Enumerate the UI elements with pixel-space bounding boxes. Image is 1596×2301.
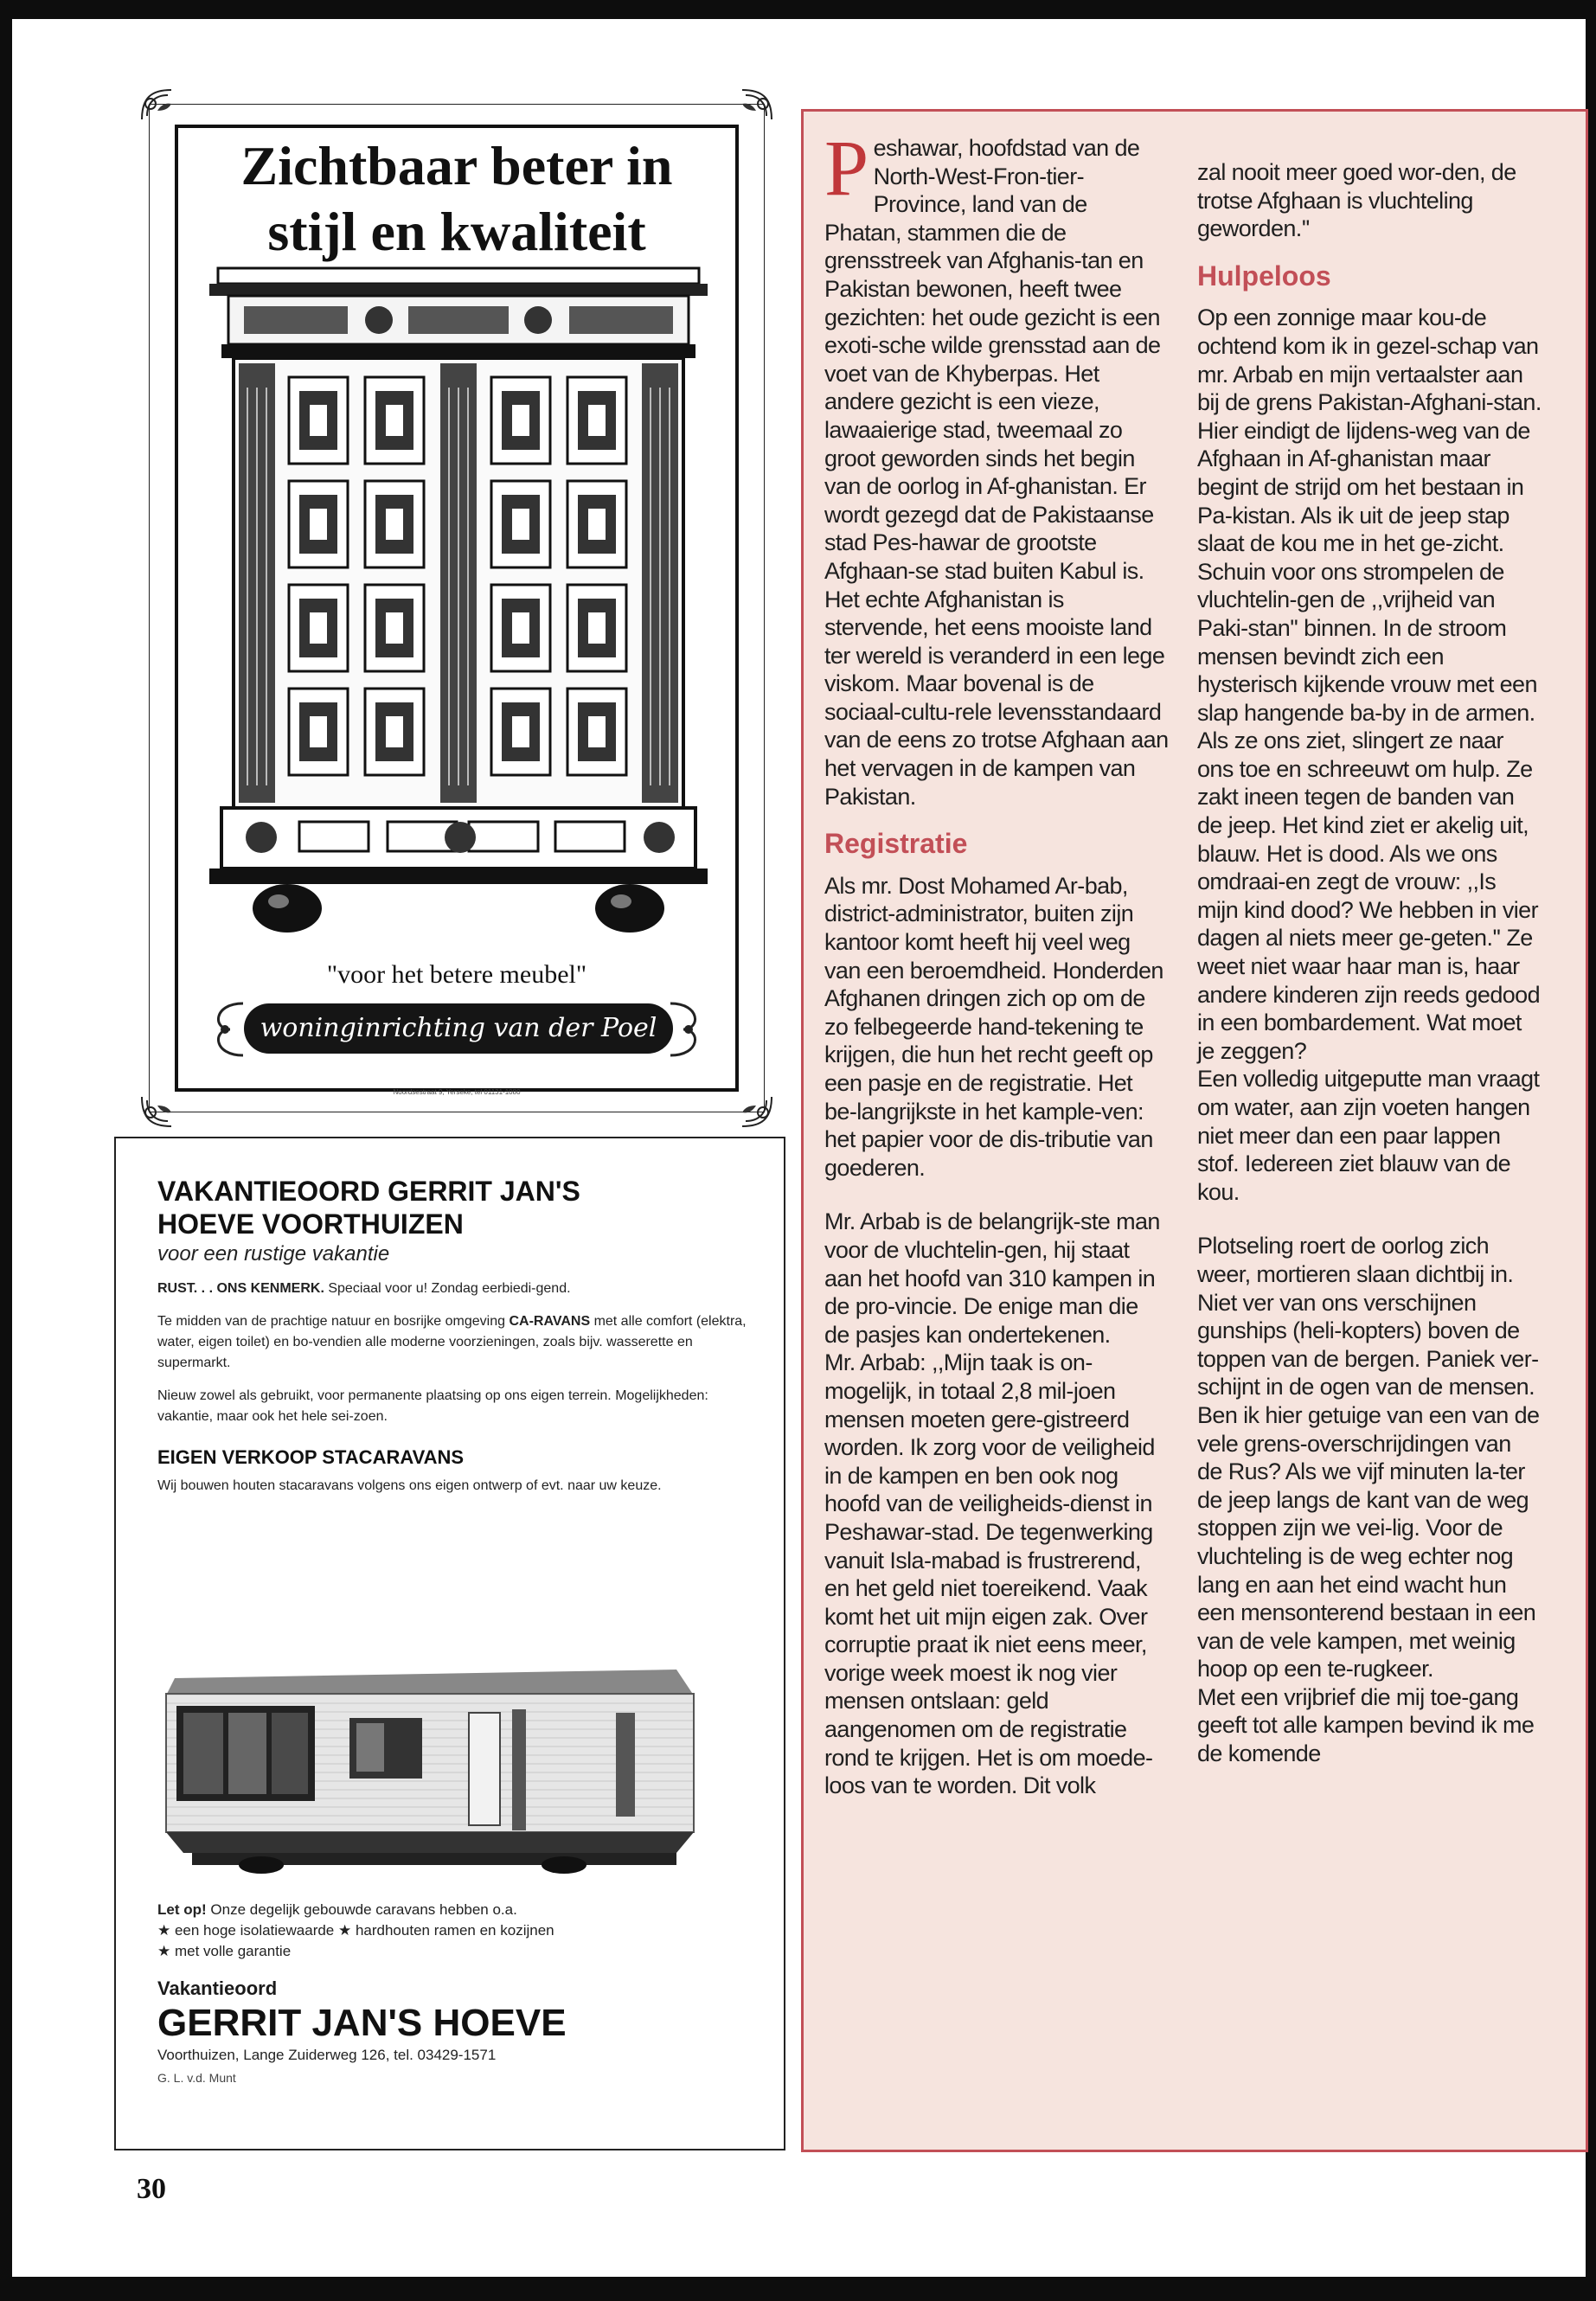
article-paragraph: Met een vrijbrief die mij toe-gang geeft tot alle kampen bevind ik me de komende xyxy=(1197,1683,1535,1767)
headline-line: stijl en kwaliteit xyxy=(267,201,646,262)
business-address: Voorthuizen, Lange Zuiderweg 126, tel. 03429-1571 xyxy=(157,2047,497,2063)
headline-line: Zichtbaar beter in xyxy=(240,135,673,196)
article-paragraph: Het echte Afghanistan is stervende, het eens mooiste land ter wereld is veranderd in een lege viskom. Maar bovenal is de sociaal-cultu-rele levensstandaard van de eens zo trotse Afghaan aan het vervagen in de kampen van Pakistan. xyxy=(824,586,1169,810)
caravan-advertisement xyxy=(114,1137,785,2150)
article-column-2 xyxy=(1197,158,1542,1768)
ad-headline xyxy=(178,133,735,265)
article-paragraph: Mr. Arbab: ,,Mijn taak is on-mogelijk, in totaal 2,8 mil-joen mensen moeten gere-gistreerd worden. Ik zorg voor de veiligheid in de kampen en ben ook nog hoofd van de veiligheids-dienst in Peshawar-stad. De tegenwerking vanuit Isla-mabad is frustrerend, en het geld niet toereikend. Vaak komt het uit mijn eigen zak. Over corruptie praat ik niet eens meer, vorige week moest ik nog vier mensen ontslaan: geld aangenomen om de registratie rond te krijgen. Het is om moede-loos van te worden. Dit volk xyxy=(824,1349,1155,1799)
cabinet-illustration xyxy=(209,266,708,941)
title-line: HOEVE VOORTHUIZEN xyxy=(157,1208,464,1240)
ad-paragraph xyxy=(157,1279,754,1299)
feature-line: ★ met volle garantie xyxy=(157,1943,292,1959)
bold-lead: RUST. . . ONS KENMERK. xyxy=(157,1281,324,1296)
bold-inline: CA-RAVANS xyxy=(509,1314,591,1329)
ad-title xyxy=(157,1175,754,1240)
ad-subtitle: voor een rustige vakantie xyxy=(157,1242,390,1266)
caravan-photo xyxy=(157,1661,711,1886)
furniture-advertisement xyxy=(137,85,777,1131)
paragraph-text: Onze degelijk gebouwde caravans hebben o.a. xyxy=(210,1901,517,1918)
paragraph-text: met alle comfort (elektra, water, eigen toilet) en bo-vendien alle moderne voorzieningen, zoals bijv. wasserette en supermarkt. xyxy=(157,1314,747,1370)
paragraph-text: Speciaal voor u! Zondag eerbiedi-gend. xyxy=(328,1281,571,1296)
paragraph-text: Te midden van de prachtige natuur en bosrijke omgeving xyxy=(157,1314,506,1329)
article-paragraph: zal nooit meer goed wor-den, de trotse Afghaan is vluchteling geworden.'' xyxy=(1197,159,1516,242)
ad-inner-frame xyxy=(175,125,739,1096)
article-paragraph: Als mr. Dost Mohamed Ar-bab, district-administrator, buiten zijn kantoor komt heeft hij veel weg van een beroemdheid. Honderden Afghanen dringen zich op om de zo felbegeerde hand-tekening te krijgen, die hun het recht geeft op een pasje en de registratie. Het be-langrijkste in het kample-ven: het papier voor de dis-tributie van goederen. xyxy=(824,872,1163,1181)
ad-paragraph: Nieuw zowel als gebruikt, voor permanente plaatsing op ons eigen terrein. Mogelijkheden: vakantie, maar ook het hele sei-zoen. xyxy=(157,1388,708,1424)
shop-name-plate: woninginrichting van der Poel xyxy=(244,1003,673,1054)
article-paragraph: Plotseling roert de oorlog zich weer, mortieren slaan dichtbij in. Niet ver van ons verschijnen gunships (heli-kopters) boven de toppen van de bergen. Paniek ver-schijnt in de ogen van de mensen. Ben ik hier getuige van een van de vele grens-overschrijdingen van de Rus? Als we vijf minuten la-ter de jeep langs de kant van de weg stoppen zijn we vei-lig. Voor de vluchteling is de weg echter nog lang en aan het eind wacht hun een mensonterend bestaan in een van de vele kampen, met weinig hoop op een te-rugkeer. xyxy=(1197,1233,1540,1682)
ad-paragraph: Wij bouwen houten stacaravans volgens ons eigen ontwerp of evt. naar uw keuze. xyxy=(157,1478,662,1493)
article-box xyxy=(801,109,1588,2152)
subheading-registratie: Registratie xyxy=(824,828,968,860)
article-paragraph: Een volledig uitgeputte man vraagt om water, aan zijn voeten hangen niet meer dan een paar lappen stof. Iedereen ziet blauw van de kou. xyxy=(1197,1066,1540,1205)
title-line: VAKANTIEOORD GERRIT JAN'S xyxy=(157,1176,580,1207)
article-paragraph xyxy=(824,124,1169,586)
shop-address: Noordsestraat 9, Yerseke, tel 01131-1080 xyxy=(393,1088,521,1096)
business-name: GERRIT JAN'S HOEVE xyxy=(157,2002,567,2044)
article-paragraph: Op een zonnige maar kou-de ochtend kom ik in gezel-schap van mr. Arbab en mijn vertaalster aan bij de grens Pakistan-Afghani-stan. Hier eindigt de lijdens-weg van de Afghaan in Af-ghanistan maar begint de strijd om het bestaan in Pa-kistan. Als ik uit de jeep stap slaat de kou me in het ge-zicht. Schuin voor ons strompelen de vluchtelin-gen de ,,vrijheid van Paki-stan'' binnen. In de stroom mensen bevindt zich een hysterisch kijkende vrouw met een slap hangende ba-by in de armen. Als ze ons ziet, slingert ze naar ons toe en schreeuwt om hulp. Ze zakt ineen tegen de banden van de jeep. Het kind ziet er akelig uit, blauw. Het is dood. Als we ons omdraai-en zegt de vrouw: ,,Is mijn kind dood? We hebben in vier dagen al niets meer ge-geten.'' Ze weet niet waar haar man is, haar andere kinderen zijn reeds gedood in een bombardement. Wat moet je zeggen? xyxy=(1197,304,1542,1064)
ad-footer xyxy=(157,1900,754,2085)
sale-heading: EIGEN VERKOOP STACARAVANS xyxy=(157,1446,465,1468)
subheading-hulpeloos: Hulpeloos xyxy=(1197,260,1331,292)
feature-line: ★ een hoge isolatiewaarde ★ hardhouten ramen en kozijnen xyxy=(157,1922,554,1939)
page-number: 30 xyxy=(137,2173,166,2205)
let-op-line xyxy=(157,1900,754,1920)
ad-paragraph xyxy=(157,1311,754,1374)
article-paragraph: Mr. Arbab is de belangrijk-ste man voor de vluchtelin-gen, hij staat aan het hoofd van 310 kampen in de pro-vincie. De enige man die de pasjes kan ondertekenen. xyxy=(824,1208,1160,1348)
drop-cap: P xyxy=(824,124,869,212)
scroll-ornament-icon xyxy=(204,995,247,1064)
designer-credit: G. L. v.d. Munt xyxy=(157,2071,236,2085)
paragraph-text: eshawar, hoofdstad van de North-West-Fron-tier-Province, land van de Phatan, stammen die de grensstreek van Afghanis-tan en Pakistan bewonen, heeft twee gezichten: het oude gezicht is een exoti-sche wilde grensstad aan de voet van de Khyberpas. Het andere gezicht is een vieze, lawaaierige stad, tweemaal zo groot geworden sinds het begin van de oorlog in Af-ghanistan. Er wordt gezegd dat de Pakistaanse stad Pes-hawar de grootste Afghaan-se stad buiten Kabul is. xyxy=(824,135,1161,584)
bold-lead: Let op! xyxy=(157,1901,207,1918)
vakantieoord-label: Vakantieoord xyxy=(157,1977,278,1999)
scroll-ornament-icon xyxy=(666,995,709,1064)
article-column-1 xyxy=(824,124,1169,1800)
ad-slogan: "voor het betere meubel" xyxy=(326,960,587,989)
